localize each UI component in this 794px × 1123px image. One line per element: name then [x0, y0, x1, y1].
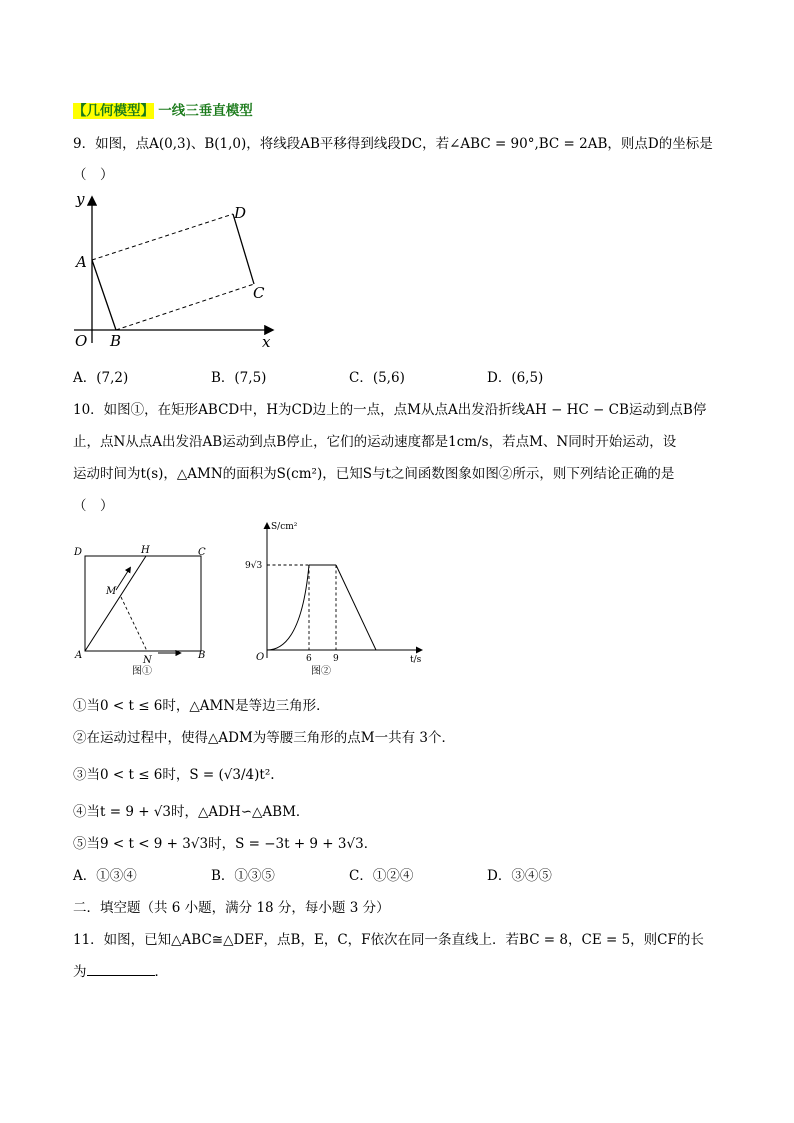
- section-title: 一线三垂直模型: [158, 103, 253, 119]
- q10-fig2-x9: 9: [333, 654, 339, 664]
- q10-fig2-caption: 图②: [311, 666, 331, 677]
- q9-label-c: C: [253, 284, 265, 302]
- q10-stem-line-1: 10．如图①，在矩形ABCD中，H为CD边上的一点，点M从点A出发沿折线AH − HC − CB运动到点B停: [73, 402, 707, 418]
- q10-fig2-ylabel: S/cm²: [271, 522, 298, 532]
- q10-stem-line-2: 止，点N从点A出发沿AB运动到点B停止，它们的运动速度都是1cm/s，若点M、N同时开始运动，设: [73, 434, 677, 450]
- q9-figure: [70, 190, 285, 350]
- q10-option-c: C．①②④: [349, 868, 414, 884]
- q10-fig2-xlabel: t/s: [410, 655, 422, 665]
- section-header: [73, 101, 253, 121]
- q11-suffix: ．: [154, 964, 168, 980]
- q9-segment-ab: [92, 260, 116, 330]
- q10-paren: （ ）: [73, 498, 114, 514]
- q9-label-a: A: [76, 253, 87, 271]
- q10-statement-4: ④当t = 9 + √3时，△ADH∽△ABM．: [73, 804, 310, 820]
- q10-stem-line-3: 运动时间为t(s)，△AMN的面积为S(cm²)，已知S与t之间函数图象如图②所示，则下列结论正确的是: [73, 466, 675, 482]
- q11-line-2: [73, 962, 168, 982]
- q10-option-a: A．①③④: [73, 868, 137, 884]
- q9-segment-dc: [233, 214, 254, 284]
- q10-dashed-mn: [121, 597, 147, 651]
- q10-arrow-m: [116, 568, 130, 590]
- q9-label-d: D: [234, 204, 247, 222]
- q9-option-d: D．(6,5): [487, 370, 544, 386]
- q10-fig1-label-d: D: [74, 547, 83, 558]
- q10-fig1-caption: 图①: [132, 666, 152, 677]
- q11-answer-blank[interactable]: [87, 962, 155, 976]
- q10-option-b: B．①③⑤: [211, 868, 275, 884]
- q9-label-b: B: [110, 332, 122, 350]
- q9-option-a: A．(7,2): [73, 370, 129, 386]
- q9-dashed-bc: [116, 284, 254, 330]
- q10-rectangle: [85, 556, 201, 651]
- q10-fig1-label-n: N: [143, 655, 152, 666]
- q10-segment-ah: [85, 556, 146, 651]
- q9-dashed-ad: [92, 214, 233, 260]
- q9-option-b: B．(7,5): [211, 370, 267, 386]
- q10-figure-2: [235, 518, 430, 683]
- q11-prefix: 为: [73, 964, 87, 980]
- q10-fig2-yval: 9√3: [245, 561, 263, 571]
- q11-line-1: 11．如图，已知△ABC≅△DEF，点B，E，C，F依次在同一条直线上．若BC = 8，CE = 5，则CF的长: [73, 932, 704, 948]
- section-tag: 【几何模型】: [73, 103, 154, 119]
- q10-statement-3: ③当0 < t ≤ 6时，S = (√3/4)t².: [73, 767, 275, 783]
- q10-statement-5: ⑤当9 < t < 9 + 3√3时，S = −3t + 9 + 3√3．: [73, 836, 378, 852]
- q10-fig1-label-c: C: [198, 547, 206, 558]
- q9-paren: （ ）: [73, 167, 114, 183]
- q10-fig2-curve: [267, 565, 309, 650]
- q10-statement-1: ①当0 < t ≤ 6时，△AMN是等边三角形．: [73, 698, 330, 714]
- q10-fig1-label-m: M: [106, 586, 117, 597]
- q9-label-o: O: [75, 332, 88, 350]
- q10-fig2-origin: O: [256, 652, 265, 663]
- q9-stem: 9．如图，点A(0,3)、B(1,0)，将线段AB平移得到线段DC，若∠ABC = 90°,BC = 2AB，则点D的坐标是: [73, 136, 713, 152]
- q10-option-d: D．③④⑤: [487, 868, 552, 884]
- q10-fig1-label-b: B: [198, 650, 206, 661]
- q10-fig1-label-a: A: [75, 650, 83, 661]
- q10-fig2-x6: 6: [306, 654, 312, 664]
- q10-fig2-descent: [336, 565, 376, 650]
- q9-label-y: y: [76, 190, 85, 208]
- q10-statement-2: ②在运动过程中，使得△ADM为等腰三角形的点M一共有 3个．: [73, 730, 455, 746]
- q10-figure-1: [70, 542, 220, 682]
- part2-heading: 二．填空题（共 6 小题，满分 18 分，每小题 3 分）: [73, 900, 390, 916]
- q9-option-c: C．(5,6): [349, 370, 405, 386]
- q9-label-x: x: [262, 333, 271, 350]
- q10-fig1-label-h: H: [141, 545, 150, 556]
